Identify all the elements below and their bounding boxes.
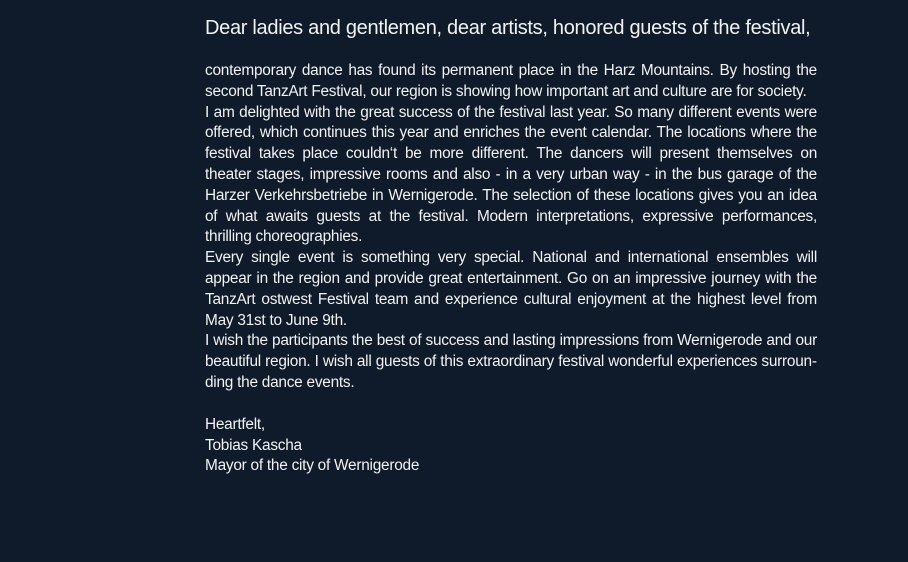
letter-body [205,61,817,394]
paragraph-wishes: I wish the participants the best of success and lasting impressions from Wernigerode and our beautiful region. I wish all guests of this extraordinary festival wonderful experiences surrounding the dance events. [205,332,817,391]
paragraph-events: Every single event is something very special. National and international ensembles will appear in the region and provide great entertainment. Go on an impressive journey with the TanzArt ostwest Festival team and experience cultural enjoyment at the highest level from May 31st to June 9th. [205,249,817,329]
letter-closing [205,415,817,477]
closing-salutation: Heartfelt, [205,415,265,433]
paragraph-success: I am delighted with the great success of the festival last year. So many different events were offered, which continues this year and enriches the event calendar. The locations where the festival takes place couldn‘t be more different. The dancers will present themselves on theater stages, impressive rooms and also - in a very urban way - in the bus garage of the Harzer Verkehrsbetriebe in Wernigerode. The selection of these locations gives you an idea of what awaits guests at the festival. Modern interpretations, expressive performances, thrilling choreographies. [205,103,817,246]
signatory-title: Mayor of the city of Wernigerode [205,457,420,475]
paragraph-intro: contemporary dance has found its permanent place in the Harz Mountains. By hosting the second TanzArt Festival, our region is showing how important art and culture are for society. [205,62,817,100]
letter [205,14,817,477]
signatory-name: Tobias Kascha [205,436,302,454]
letter-greeting: Dear ladies and gentlemen, dear artists, honored guests of the festival, [205,17,811,39]
